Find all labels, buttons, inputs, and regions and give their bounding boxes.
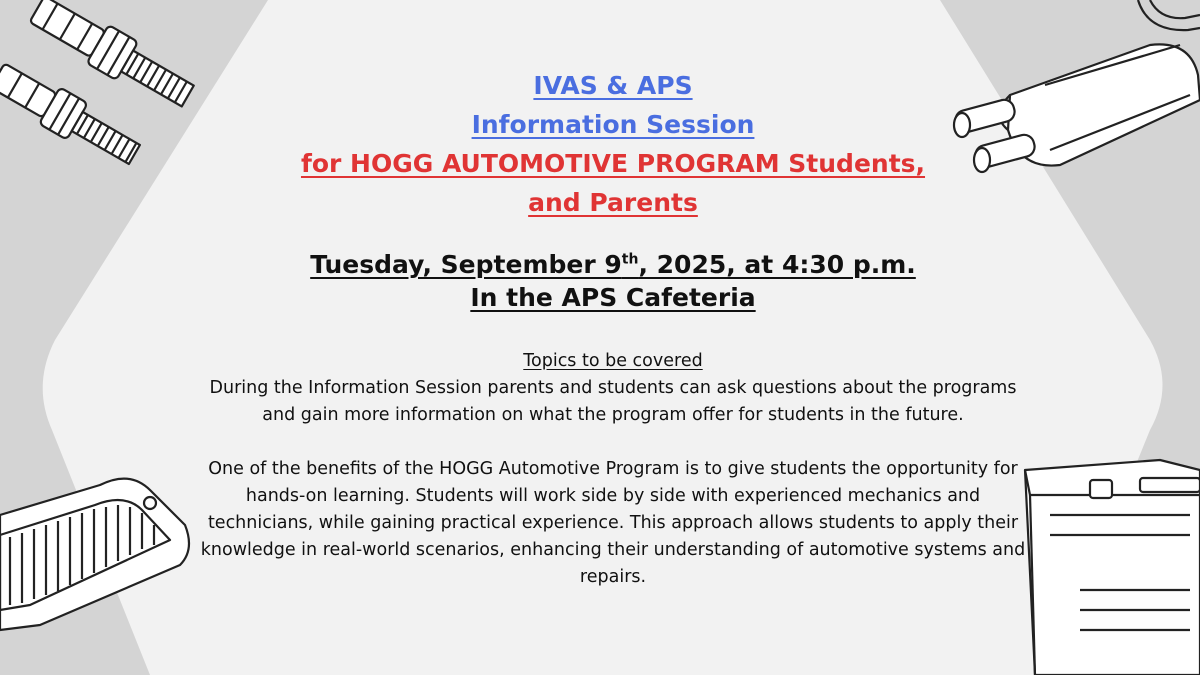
title-line-2: Information Session [471, 110, 755, 139]
topics-paragraph-1: During the Information Session parents and students can ask questions about the programs and gain more information on what the program offer for students in the future. [209, 377, 1017, 425]
event-date-suffix: , 2025, at 4:30 p.m. [638, 250, 916, 279]
event-date [200, 248, 1026, 281]
topics-heading: Topics to be covered [523, 351, 703, 371]
title-line-1: IVAS & APS [533, 71, 693, 100]
battery-icon [1020, 440, 1200, 675]
flyer-content [200, 66, 1026, 591]
topics-section [200, 348, 1026, 591]
event-date-superscript: th [621, 251, 639, 268]
event-location: In the APS Cafeteria [470, 283, 756, 312]
event-details [200, 248, 1026, 314]
bolts-icon [0, 0, 200, 190]
topics-paragraph-2: One of the benefits of the HOGG Automotive Program is to give students the opportunity for hands-on learning. Students will work side by side with experienced mechanics and technicians, while gaining practical experience. This approach allows students to apply their knowledge in real-world scenarios, enhancing their understanding of automotive systems and repairs. [200, 458, 1026, 587]
event-date-prefix: Tuesday, September 9 [310, 250, 622, 279]
title-line-3: for HOGG AUTOMOTIVE PROGRAM Students, [300, 149, 926, 178]
brake-pad-icon [0, 465, 200, 635]
title-line-4: and Parents [528, 188, 698, 217]
